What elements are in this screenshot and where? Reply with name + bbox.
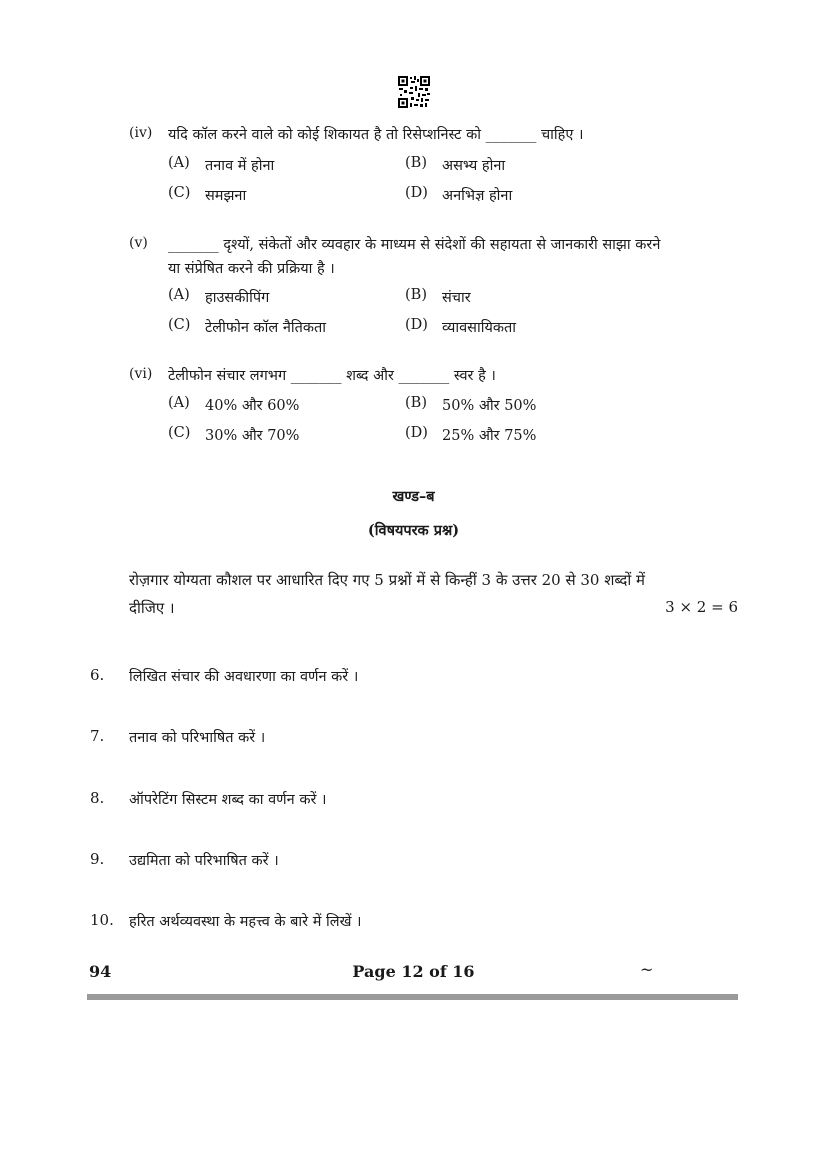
paper-code: 94 bbox=[89, 962, 112, 981]
option-label: (D) bbox=[405, 185, 428, 201]
question-text: तनाव को परिभाषित करें । bbox=[129, 730, 266, 746]
option-label: (D) bbox=[405, 425, 428, 441]
question-number: 7. bbox=[90, 727, 105, 745]
section-title: खण्ड–ब bbox=[392, 488, 435, 505]
option-label: (C) bbox=[168, 425, 191, 441]
question-text: ऑपरेटिंग सिस्टम शब्द का वर्णन करें । bbox=[129, 792, 327, 808]
option-label: (A) bbox=[168, 155, 190, 171]
marks-allocation: 3 × 2 = 6 bbox=[665, 598, 738, 616]
option-label: (B) bbox=[405, 287, 427, 303]
option-label: (D) bbox=[405, 317, 428, 333]
option-label: (B) bbox=[405, 395, 427, 411]
option-text: 50% और 50% bbox=[442, 398, 537, 414]
question-number: (vi) bbox=[129, 366, 153, 382]
option-label: (A) bbox=[168, 395, 190, 411]
option-text: 40% और 60% bbox=[205, 398, 300, 414]
option-text: समझना bbox=[205, 188, 247, 204]
question-text: टेलीफोन संचार लगभग _______ शब्द और _______ स्वर है । bbox=[168, 368, 496, 384]
option-text: हाउसकीपिंग bbox=[205, 290, 270, 306]
option-text: असभ्य होना bbox=[442, 158, 506, 174]
question-text: _______ दृश्यों, संकेतों और व्यवहार के माध्यम से संदेशों की सहायता से जानकारी साझा करने bbox=[168, 237, 661, 253]
option-text: 30% और 70% bbox=[205, 428, 300, 444]
section-subtitle: (विषयपरक प्रश्न) bbox=[367, 522, 460, 539]
section-instruction-continued: दीजिए । bbox=[129, 599, 175, 617]
question-number: (iv) bbox=[129, 125, 153, 141]
question-number: 8. bbox=[90, 789, 105, 807]
question-text: यदि कॉल करने वाले को कोई शिकायत है तो रिसेप्शनिस्ट को _______ चाहिए । bbox=[168, 127, 584, 143]
option-text: 25% और 75% bbox=[442, 428, 537, 444]
question-text: लिखित संचार की अवधारणा का वर्णन करें । bbox=[129, 669, 359, 685]
section-instruction: रोज़गार योग्यता कौशल पर आधारित दिए गए 5 प्रश्नों में से किन्हीं 3 के उत्तर 20 से 30 शब्दों में bbox=[129, 571, 646, 589]
question-text: उद्यमिता को परिभाषित करें । bbox=[129, 853, 279, 869]
question-number: 9. bbox=[90, 850, 105, 868]
question-number: 6. bbox=[90, 666, 105, 684]
option-label: (C) bbox=[168, 185, 191, 201]
option-label: (C) bbox=[168, 317, 191, 333]
option-text: टेलीफोन कॉल नैतिकता bbox=[205, 320, 327, 336]
option-text: संचार bbox=[442, 290, 471, 306]
option-text: तनाव में होना bbox=[205, 158, 275, 174]
option-label: (A) bbox=[168, 287, 190, 303]
option-text: अनभिज्ञ होना bbox=[442, 188, 513, 204]
question-number: 10. bbox=[90, 911, 114, 929]
qr-code-icon bbox=[398, 76, 430, 108]
footer-divider bbox=[87, 994, 738, 1000]
option-text: व्यावसायिकता bbox=[442, 320, 517, 336]
question-text-continued: या संप्रेषित करने की प्रक्रिया है । bbox=[168, 261, 335, 277]
footer-mark: ~ bbox=[640, 960, 654, 979]
page-number: Page 12 of 16 bbox=[352, 962, 475, 981]
question-number: (v) bbox=[129, 235, 148, 251]
question-text: हरित अर्थव्यवस्था के महत्त्व के बारे में लिखें । bbox=[129, 914, 362, 930]
option-label: (B) bbox=[405, 155, 427, 171]
